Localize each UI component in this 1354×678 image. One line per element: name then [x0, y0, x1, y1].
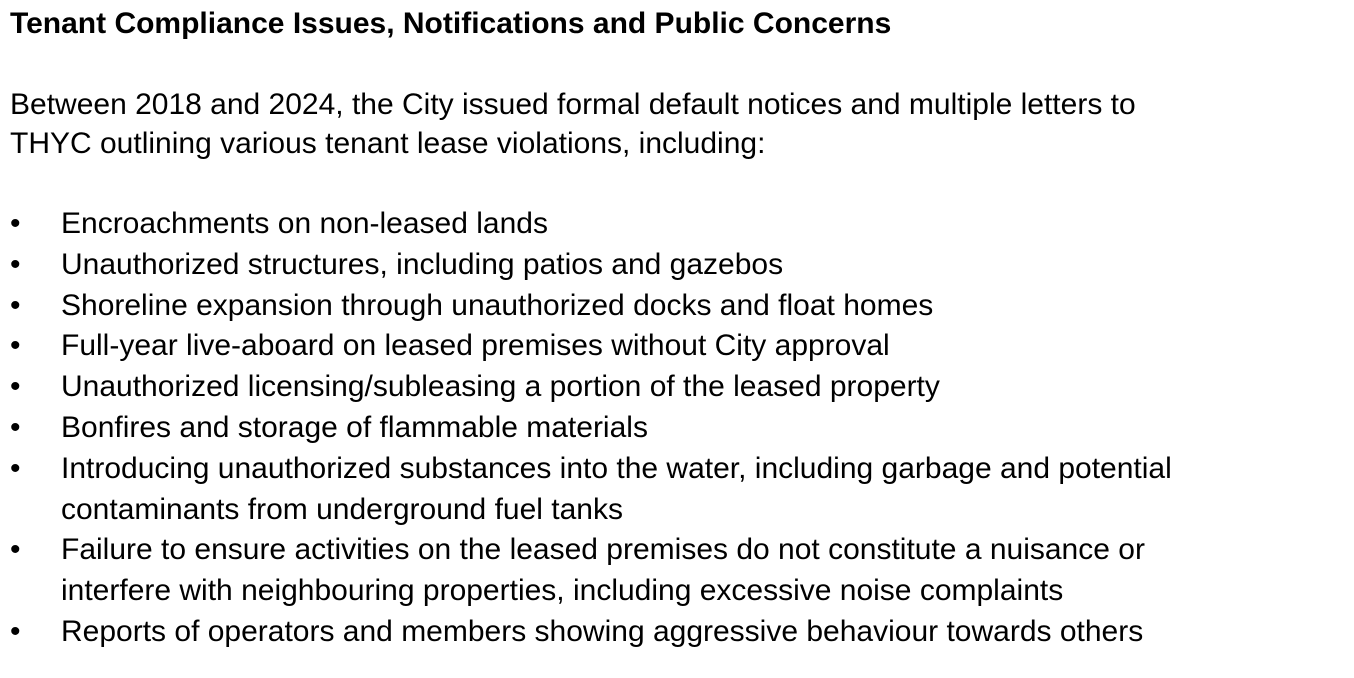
bullet-icon: •: [10, 329, 21, 363]
list-item: [10, 286, 1350, 327]
intro-line: THYC outlining various tenant lease violations, including:: [10, 127, 766, 160]
list-item-text: contaminants from underground fuel tanks: [61, 492, 623, 526]
list-item-text: interfere with neighbouring properties, including excessive noise complaints: [61, 574, 1064, 608]
list-item: [10, 408, 1350, 449]
bullet-icon: •: [10, 247, 21, 281]
list-item-text: Failure to ensure activities on the leased premises do not constitute a nuisance or: [61, 533, 1145, 567]
list-item-text: Bonfires and storage of flammable materials: [61, 410, 648, 444]
document-title: Tenant Compliance Issues, Notifications and Public Concerns: [10, 7, 892, 40]
list-item-text: Encroachments on non-leased lands: [61, 207, 548, 240]
bullet-icon: •: [10, 451, 21, 485]
list-item: [10, 612, 1350, 653]
list-item: [10, 245, 1350, 286]
list-item-text: Unauthorized structures, including patios and gazebos: [61, 247, 784, 281]
list-item-text: Introducing unauthorized substances into the water, including garbage and potential: [61, 451, 1172, 485]
bullet-icon: •: [10, 533, 21, 567]
intro-line: Between 2018 and 2024, the City issued formal default notices and multiple letters to: [10, 88, 1136, 121]
list-item-text: Full-year live-aboard on leased premises without City approval: [61, 329, 890, 363]
list-item: [10, 326, 1350, 367]
list-item: [10, 530, 1350, 612]
list-item-text: Reports of operators and members showing aggressive behaviour towards others: [61, 614, 1144, 648]
violations-list: [10, 204, 1350, 653]
list-item-text: Unauthorized licensing/subleasing a portion of the leased property: [61, 370, 940, 404]
bullet-icon: •: [10, 288, 21, 322]
list-item-text: Shoreline expansion through unauthorized docks and float homes: [61, 288, 934, 322]
list-item: [10, 204, 1350, 245]
intro-paragraph: [10, 85, 1340, 163]
list-item: [10, 449, 1350, 531]
bullet-icon: •: [10, 410, 21, 444]
bullet-icon: •: [10, 370, 21, 404]
bullet-icon: •: [10, 614, 21, 648]
list-item: [10, 367, 1350, 408]
bullet-icon: •: [10, 207, 21, 240]
